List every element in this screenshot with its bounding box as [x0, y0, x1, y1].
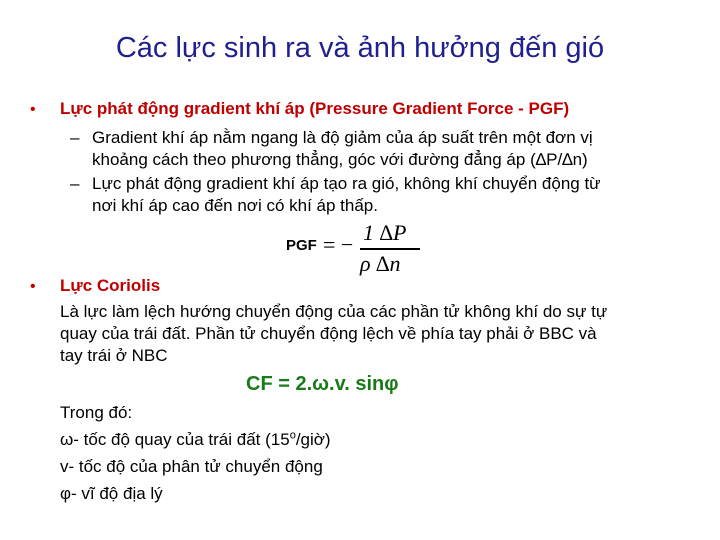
coriolis-line1: Là lực làm lệch hướng chuyển động của các phần tử không khí do sự tự: [60, 302, 608, 321]
pgf-formula-denominator: ρ ∆n: [360, 251, 401, 276]
pgf-sub2-line2: nơi khí áp cao đến nơi có khí áp thấp.: [92, 196, 378, 215]
pgf-formula-label: PGF: [286, 237, 317, 254]
coriolis-line3: tay trái ở NBC: [60, 346, 168, 365]
pgf-formula: [286, 218, 426, 278]
v-description: v- tốc độ của phân tử chuyển động: [60, 457, 323, 476]
slide-title: Các lực sinh ra và ảnh hưởng đến gió: [115, 32, 605, 64]
pgf-sub1-line1: Gradient khí áp nằm ngang là độ giảm của áp suất trên một đơn vị: [92, 128, 593, 147]
pgf-heading: Lực phát động gradient khí áp (Pressure Gradient Force - PGF): [60, 99, 570, 118]
coriolis-formula: CF = 2.ω.v. sinφ: [246, 373, 399, 395]
omega-unit: /giờ): [295, 430, 331, 449]
bullet-icon: •: [30, 101, 36, 118]
omega-text: ω- tốc độ quay của trái đất (15: [60, 430, 290, 449]
pgf-sub2-line1: Lực phát động gradient khí áp tạo ra gió, không khí chuyển động từ: [92, 174, 601, 193]
pgf-sub1-line2: khoảng cách theo phương thẳng, góc với đường đẳng áp (∆P/∆n): [92, 150, 588, 169]
bullet-icon: •: [30, 278, 36, 295]
pgf-formula-equals: = −: [323, 232, 354, 257]
coriolis-heading: Lực Coriolis: [60, 276, 161, 295]
where-label: Trong đó:: [60, 403, 133, 422]
dash-icon: –: [70, 174, 80, 193]
degree-superscript: o: [289, 429, 296, 442]
dash-icon: –: [70, 128, 80, 147]
fraction-bar: [360, 248, 420, 250]
omega-description: [60, 430, 331, 450]
phi-description: φ- vĩ độ địa lý: [60, 484, 163, 503]
pgf-formula-numerator: 1 ∆P: [363, 220, 407, 245]
coriolis-line2: quay của trái đất. Phần tử chuyển động lệch về phía tay phải ở BBC và: [60, 324, 597, 343]
